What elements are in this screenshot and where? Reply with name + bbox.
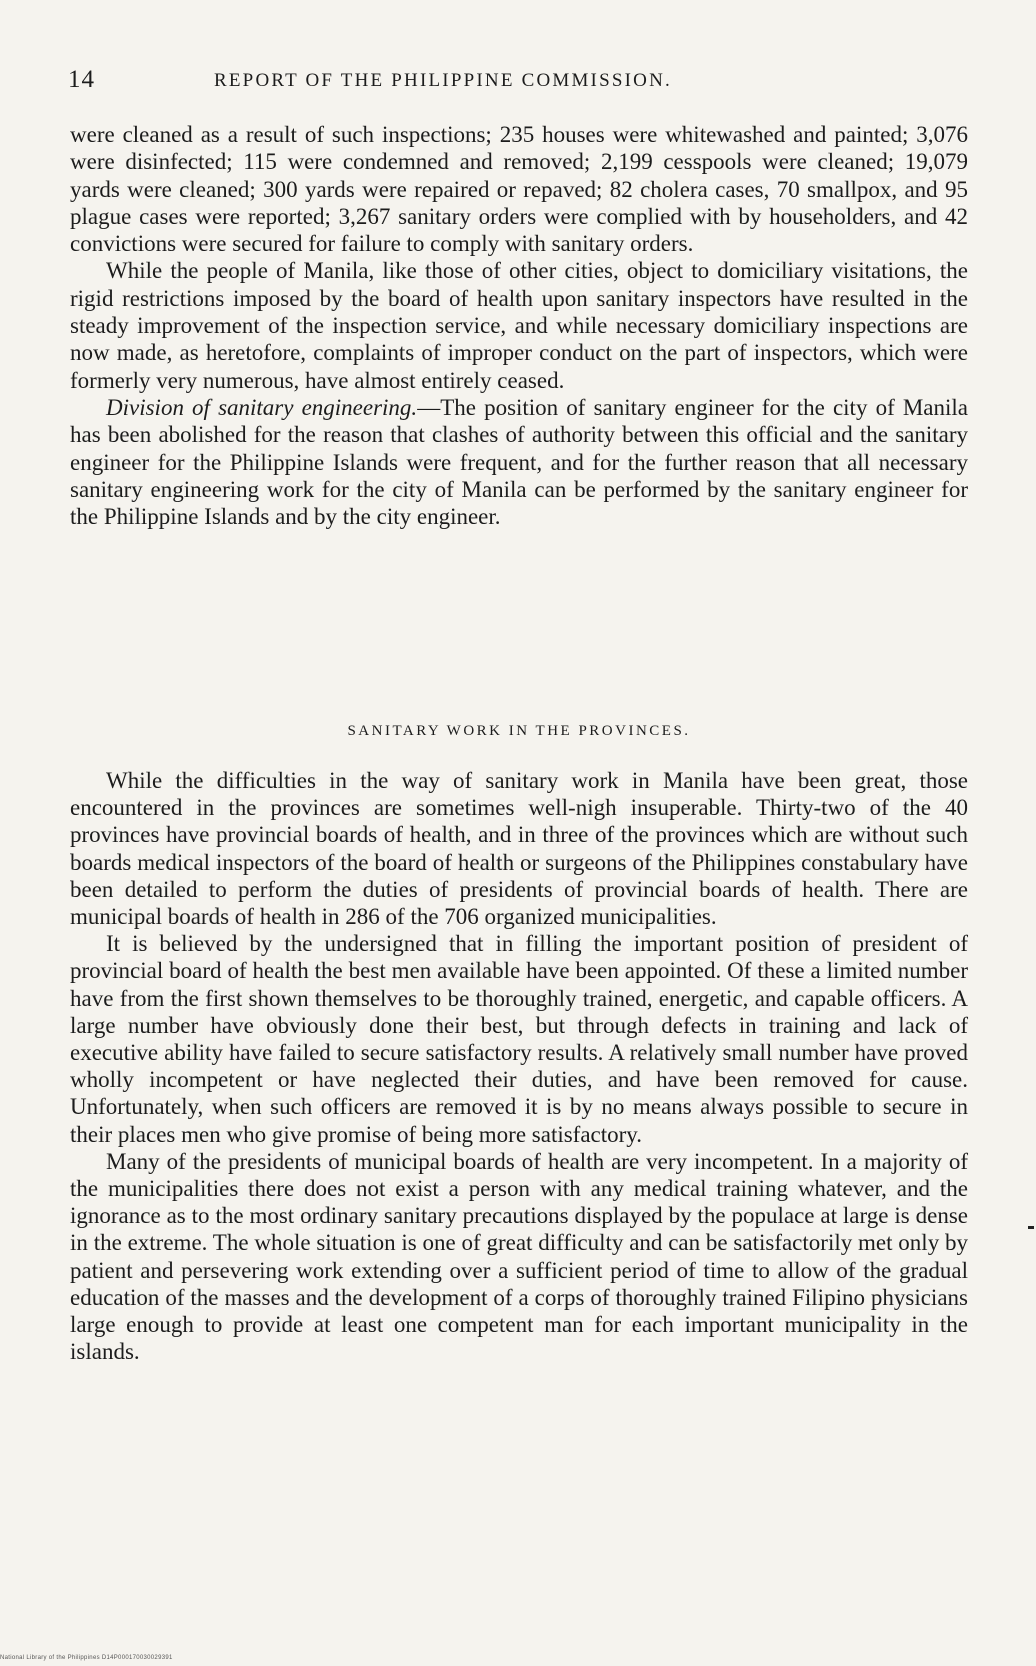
paragraph-municipal: Many of the presidents of municipal boards of health are very incompetent. In a majority of the municipalities there does not exist a person with any medical training whatever, and the ignorance as to the most ordinary sanitary precautions displayed by the populace at large is dense in the extreme. The whole situation is one of great difficulty and can be satisfactorily met only by patient and persevering work extending over a sufficient period of time to allow of the gradual education of the masses and the development of a corps of thoroughly trained Filipino physicians large enough to provide at least one competent man for each important municipality in the islands. bbox=[70, 1148, 968, 1365]
run-in-heading: Division of sanitary engineering. bbox=[106, 394, 418, 420]
paragraph-provinces: While the difficulties in the way of sanitary work in Manila have been great, those encountered in the provinces are sometimes well-nigh insuperable. Thirty-two of the 40 provinces have provincial boards of health, and in three of the provinces which are without such boards medical inspectors of the board of health or surgeons of the Philippines constabulary have been detailed to perform the duties of presidents of provincial boards of health. There are municipal boards of health in 286 of the 706 organized municipalities. bbox=[70, 768, 968, 930]
page-number: 14 bbox=[68, 66, 95, 93]
paragraph-continued: were cleaned as a result of such inspections; 235 houses were whitewashed and painted; 3,076 were disinfected; 115 were condemned and removed; 2,199 cesspools were cleaned; 19,079 yards were cleaned; 300 yards were repaired or repaved; 82 cholera cases, 70 smallpox, and 95 plague cases were reported; 3,267 sanitary orders were complied with by householders, and 42 convictions were secured for failure to comply with sanitary orders. bbox=[70, 122, 968, 257]
section-heading: SANITARY WORK IN THE PROVINCES. bbox=[347, 723, 691, 739]
margin-mark bbox=[1028, 1226, 1034, 1229]
paragraph-domiciliary: While the people of Manila, like those of other cities, object to domiciliary visitations, the rigid restrictions imposed by the board of health upon sanitary inspectors have resulted in the steady improvement of the inspection service, and while necessary domiciliary inspections are now made, as heretofore, complaints of improper conduct on the part of inspectors, which were formerly very numerous, have almost entirely ceased. bbox=[70, 258, 968, 393]
paragraph-sanitary-engineering bbox=[70, 394, 968, 530]
page-header bbox=[68, 66, 968, 96]
paragraph-presidents: It is believed by the undersigned that in filling the important position of president of provincial board of health the best men available have been appointed. Of these a limited number have from the first shown themselves to be thoroughly trained, energetic, and capable officers. A large number have obviously done their best, but through defects in training and lack of executive ability have failed to secure satisfactory results. A relatively small number have proved wholly incompetent or have neglected their duties, and have been removed for cause. Unfortunately, when such officers are removed it is by no means always possible to secure in their places men who give promise of being more satisfactory. bbox=[70, 931, 968, 1147]
paragraph-text: —The position of sanitary engineer for the city of Manila has been abolished for the reason that clashes of authority between this official and the sanitary engineer for the Philippine Islands were frequent, and for the further reason that all necessary sanitary engineering work for the city of Manila can be performed by the sanitary engineer for the Philippine Islands and by the city engineer. bbox=[70, 394, 968, 530]
running-head: REPORT OF THE PHILIPPINE COMMISSION. bbox=[214, 70, 672, 91]
scan-footer: National Library of the Philippines D14P000170030029391 bbox=[0, 1655, 173, 1661]
body-section-1 bbox=[70, 121, 968, 530]
body-section-2 bbox=[70, 767, 968, 1365]
